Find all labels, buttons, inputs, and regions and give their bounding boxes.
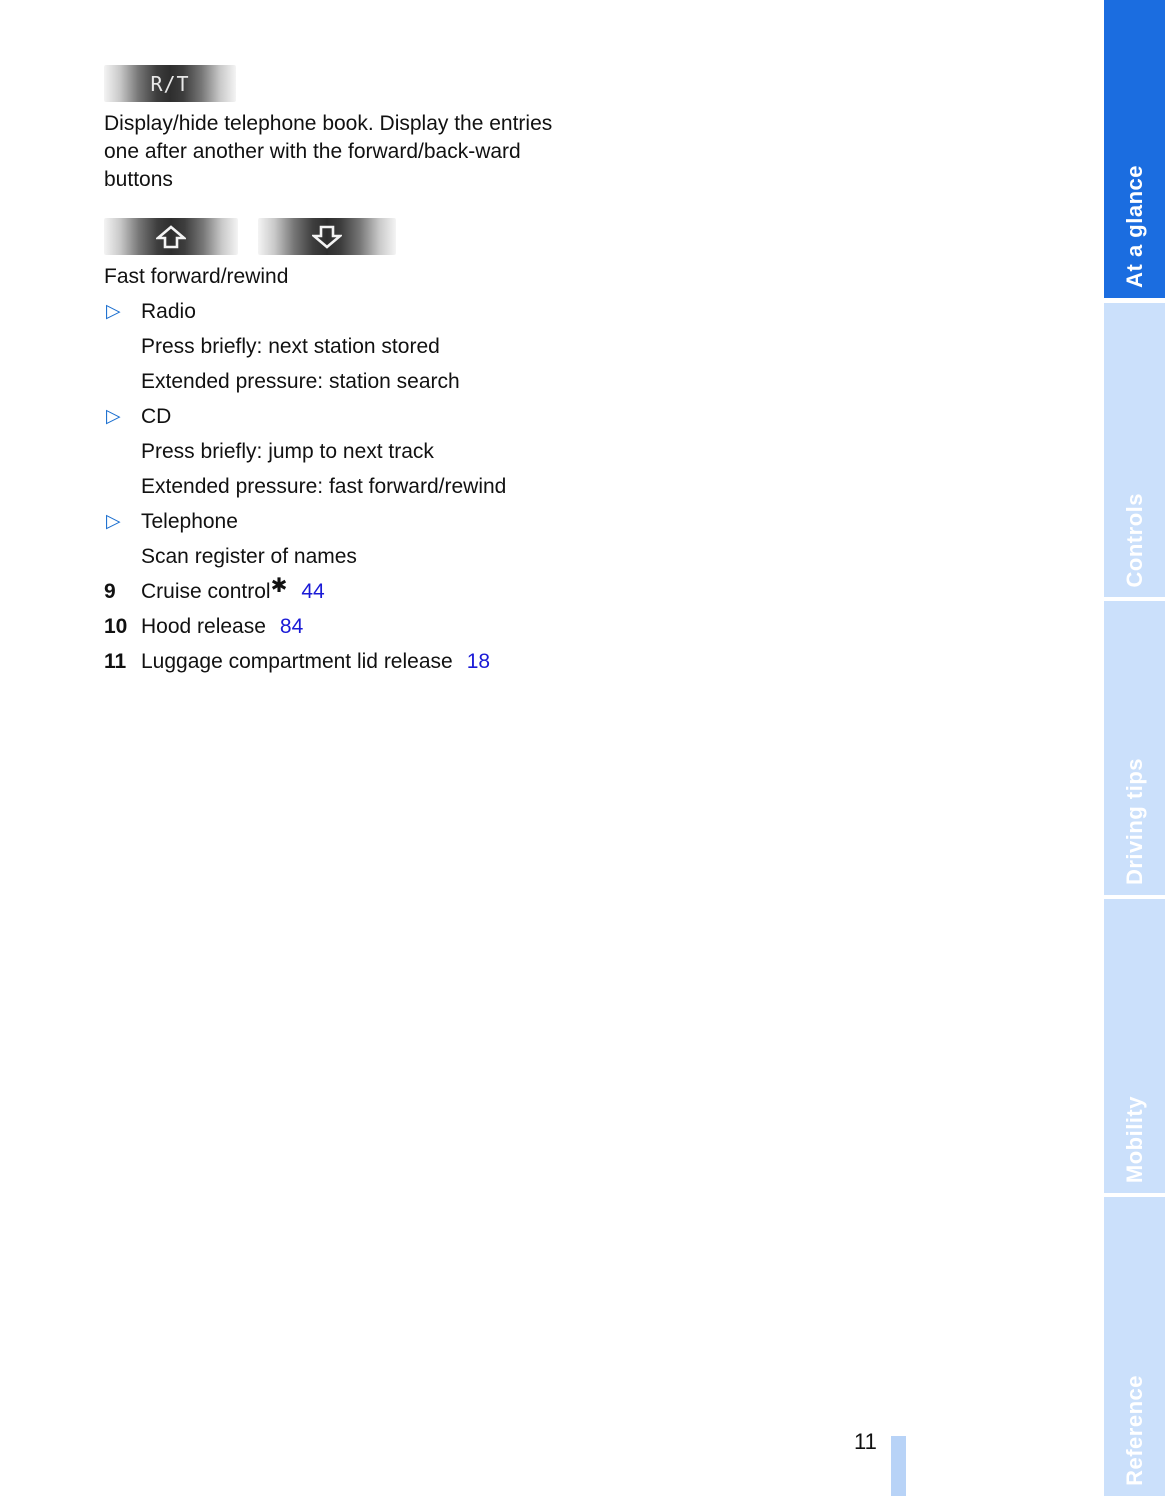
bullet-triangle-icon: ▷ (106, 406, 121, 427)
rt-button-label: R/T (150, 71, 190, 96)
list-item-detail: Extended pressure: station search (141, 370, 460, 393)
page-reference-link[interactable]: 18 (466, 650, 491, 673)
tab-label: Mobility (1121, 1095, 1147, 1183)
tab-label: Controls (1121, 492, 1147, 587)
list-item-detail: Scan register of names (141, 545, 357, 568)
bullet-triangle-icon: ▷ (106, 301, 121, 322)
item-label: Cruise control (141, 580, 271, 603)
tab-label: Driving tips (1121, 757, 1147, 885)
optional-equipment-star-icon: ✱ (270, 575, 288, 597)
numbered-item-luggage-lid-release (141, 648, 490, 676)
item-number: 9 (104, 580, 116, 603)
item-number: 11 (104, 650, 127, 673)
tab-at-a-glance[interactable] (1104, 0, 1165, 298)
backward-button-image (258, 218, 396, 255)
arrow-up-icon (156, 225, 186, 249)
bullet-triangle-icon: ▷ (106, 511, 121, 532)
list-item-telephone: Telephone (141, 510, 238, 533)
page-number-bar (891, 1436, 906, 1496)
forward-button-image (104, 218, 238, 255)
tab-driving-tips[interactable] (1104, 601, 1165, 895)
page-reference-link[interactable]: 84 (279, 615, 304, 638)
numbered-item-cruise-control (141, 575, 325, 606)
list-item-cd: CD (141, 405, 172, 428)
rt-button-image (104, 65, 236, 102)
tab-label: At a glance (1121, 165, 1147, 288)
item-label: Luggage compartment lid release (141, 650, 453, 673)
numbered-item-hood-release (141, 613, 303, 641)
list-item-detail: Press briefly: next station stored (141, 335, 440, 358)
tab-reference[interactable] (1104, 1197, 1165, 1496)
side-tab-bar (1104, 0, 1165, 1496)
tab-label: Reference (1121, 1375, 1147, 1486)
arrow-down-icon (312, 225, 342, 249)
tab-mobility[interactable] (1104, 899, 1165, 1193)
page-number: 11 (854, 1429, 877, 1454)
item-label: Hood release (141, 615, 266, 638)
rt-description: Display/hide telephone book. Display the entries one after another with the forward/back-ward buttons (104, 112, 553, 191)
page-reference-link[interactable]: 44 (301, 580, 325, 603)
list-item-detail: Extended pressure: fast forward/rewind (141, 475, 507, 498)
fast-forward-heading: Fast forward/rewind (104, 265, 289, 288)
list-item-detail: Press briefly: jump to next track (141, 440, 434, 463)
item-number: 10 (104, 615, 128, 638)
list-item-radio: Radio (141, 300, 196, 323)
tab-controls[interactable] (1104, 303, 1165, 597)
